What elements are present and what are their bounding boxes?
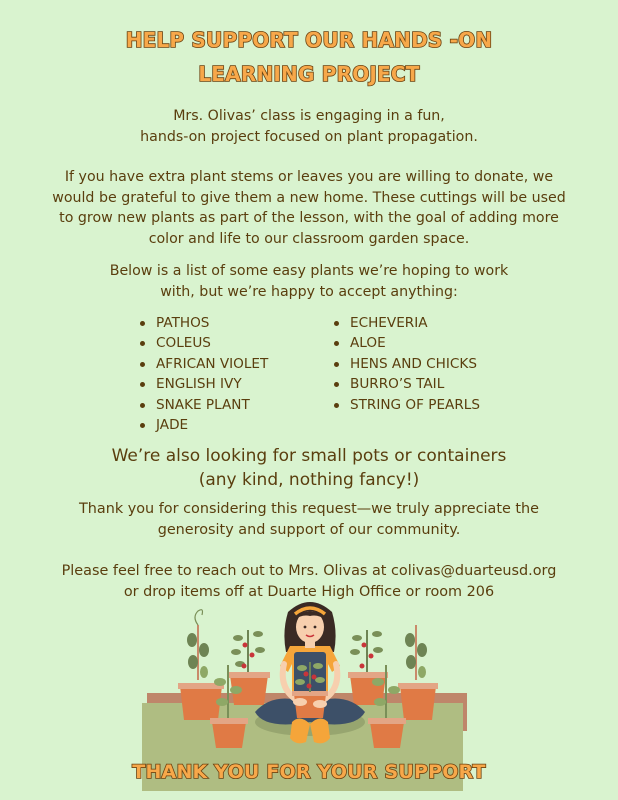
contact-line: Please feel free to reach out to Mrs. Olivas at colivas@duarteusd.org (61, 563, 557, 579)
list-item: BURRO’S TAIL (332, 374, 480, 394)
list-item: COLEUS (138, 333, 268, 353)
pots-line: We’re also looking for small pots or containers (111, 446, 507, 466)
tomato-plant-icon (231, 630, 265, 675)
thanks-line: generosity and support of our community. (157, 521, 461, 538)
pots-line: (any kind, nothing fancy!) (198, 470, 420, 490)
list-item: AFRICAN VIOLET (138, 354, 268, 374)
donate-line: color and life to our classroom garden space. (148, 230, 470, 247)
donate-line: to grow new plants as part of the lesson, with the goal of adding more (59, 210, 559, 226)
intro-line: Mrs. Olivas’ class is engaging in a fun, (173, 108, 445, 124)
list-item: ALOE (332, 333, 480, 353)
list-item: HENS AND CHICKS (332, 354, 480, 374)
tomato-plant-icon (350, 630, 383, 675)
list-item: ENGLISH IVY (138, 374, 268, 394)
list-item: ECHEVERIA (332, 313, 480, 333)
title-line-1: HELP SUPPORT OUR HANDS -ON (125, 28, 493, 52)
footer-title: THANK YOU FOR YOUR SUPPORT (132, 761, 486, 783)
thanks-line: Thank you for considering this request—we truly appreciate the (78, 501, 540, 517)
contact-line: or drop items off at Duarte High Office or room 206 (123, 583, 495, 600)
list-item: SNAKE PLANT (138, 395, 268, 415)
plants-intro-line: with, but we’re happy to accept anything: (160, 283, 458, 300)
list-item: PATHOS (138, 313, 268, 333)
intro-line: hands-on project focused on plant propagation. (140, 128, 478, 145)
pea-plant-icon (187, 610, 209, 680)
title-line-2: LEARNING PROJECT (198, 62, 420, 86)
list-item: JADE (138, 415, 268, 435)
donate-line: If you have extra plant stems or leaves you are willing to donate, we (64, 169, 554, 185)
list-item: STRING OF PEARLS (332, 395, 480, 415)
plants-intro-line: Below is a list of some easy plants we’re hoping to work (109, 263, 509, 279)
donate-line: would be grateful to give them a new home. These cuttings will be used (52, 189, 566, 206)
pea-plant-icon (405, 625, 427, 680)
